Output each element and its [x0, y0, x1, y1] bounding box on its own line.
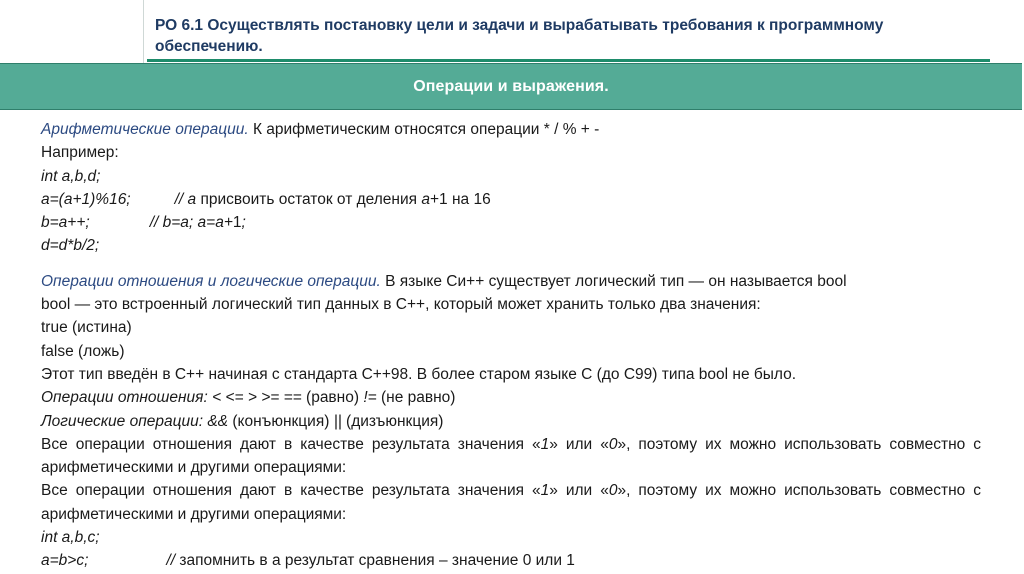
- slide-body: [41, 118, 981, 573]
- para-2-text-a: Все операции отношения дают в качестве результата значения «: [41, 482, 541, 500]
- code-line-2-comment-b: 1: [232, 214, 242, 232]
- relational-operators-line: [41, 386, 981, 409]
- example-label: Например:: [41, 144, 119, 162]
- logical-label: Логические операции:: [41, 412, 204, 430]
- relational-eq-text: (равно): [306, 389, 364, 407]
- logical-or-text: (дизъюнкция): [341, 412, 444, 430]
- logical-operators-line: [41, 410, 981, 433]
- para-1-one: 1: [540, 435, 550, 453]
- arithmetic-intro: [41, 118, 981, 141]
- para-2-text-b: » или «: [549, 482, 609, 500]
- code-line-2-statement: b=a++;: [41, 214, 90, 232]
- relations-result-paragraph-1: [41, 433, 981, 480]
- arithmetic-heading: Арифметические операции.: [41, 121, 249, 138]
- para-1-zero: 0: [608, 435, 618, 453]
- logical-or: ||: [333, 412, 342, 430]
- relations-intro: [41, 270, 981, 293]
- para-2-text-c: », поэтому их можно использовать совместно с арифметическими и другими операциями:: [41, 482, 982, 523]
- logical-and: &&: [203, 412, 233, 430]
- arithmetic-intro-text: К арифметическим относятся операции * / % + -: [248, 121, 600, 138]
- code-compare-comment: запомнить в а результат сравнения – значение 0 или 1: [175, 552, 575, 570]
- relations-result-paragraph-2: [41, 479, 981, 526]
- para-2-one: 1: [540, 482, 550, 500]
- relational-ops: < <= > >= ==: [207, 389, 307, 407]
- logical-and-text: (конъюнкция): [232, 412, 334, 430]
- para-1-text-a: Все операции отношения дают в качестве результата значения «: [41, 435, 541, 453]
- code-line-compare: [41, 549, 981, 572]
- title-underline: [147, 59, 990, 62]
- code-line-1-comment-text: присвоить остаток от деления: [196, 190, 422, 208]
- code-line-1-comment-slashes: // a: [174, 190, 197, 208]
- relational-neq-text: (не равно): [376, 389, 456, 407]
- code-line-1-comment-end: +1 на 16: [429, 190, 491, 208]
- code-line-2-comment-c: ;: [241, 214, 246, 232]
- para-2-zero: 0: [608, 482, 618, 500]
- code-compare-statement: a=b>c;: [41, 552, 89, 570]
- bool-description: bool — это встроенный логический тип данных в С++, который может хранить только два значения:: [41, 296, 761, 314]
- bool-history-line: Этот тип введён в C++ начиная с стандарта C++98. В более старом языке C (до C99) типа bool не было.: [41, 365, 797, 383]
- slide-title: РО 6.1 Осуществлять постановку цели и задачи и вырабатывать требования к программному обеспечению.: [155, 17, 884, 55]
- para-1-text-b: » или «: [549, 435, 609, 453]
- bool-true-line: true (истина): [41, 319, 132, 337]
- code-declaration-2: int a,b,c;: [41, 529, 100, 547]
- code-line-1: [41, 188, 981, 211]
- code-line-3: d=d*b/2;: [41, 237, 100, 255]
- bool-false-line: false (ложь): [41, 342, 125, 360]
- code-line-1-statement: a=(a+1)%16;: [41, 190, 131, 208]
- band-title: Операции и выражения.: [413, 77, 609, 95]
- relations-heading: Операции отношения и логические операции.: [41, 272, 381, 290]
- code-line-2: [41, 211, 981, 234]
- section-band: [0, 63, 1022, 110]
- code-compare-slashes: //: [166, 552, 176, 570]
- para-1-text-c: », поэтому их можно использовать совместно с арифметическими и другими операциями:: [41, 435, 982, 477]
- code-line-2-comment-a: // b=a; a=a+: [149, 214, 233, 232]
- relational-neq: !=: [363, 389, 377, 407]
- left-divider: [143, 0, 144, 63]
- relations-intro-text: В языке Си++ существует логический тип — он называется bool: [380, 272, 847, 290]
- relational-label: Операции отношения:: [41, 389, 208, 407]
- code-declaration-1: int a,b,d;: [41, 167, 101, 185]
- code-line-1-comment-var: a: [421, 190, 430, 208]
